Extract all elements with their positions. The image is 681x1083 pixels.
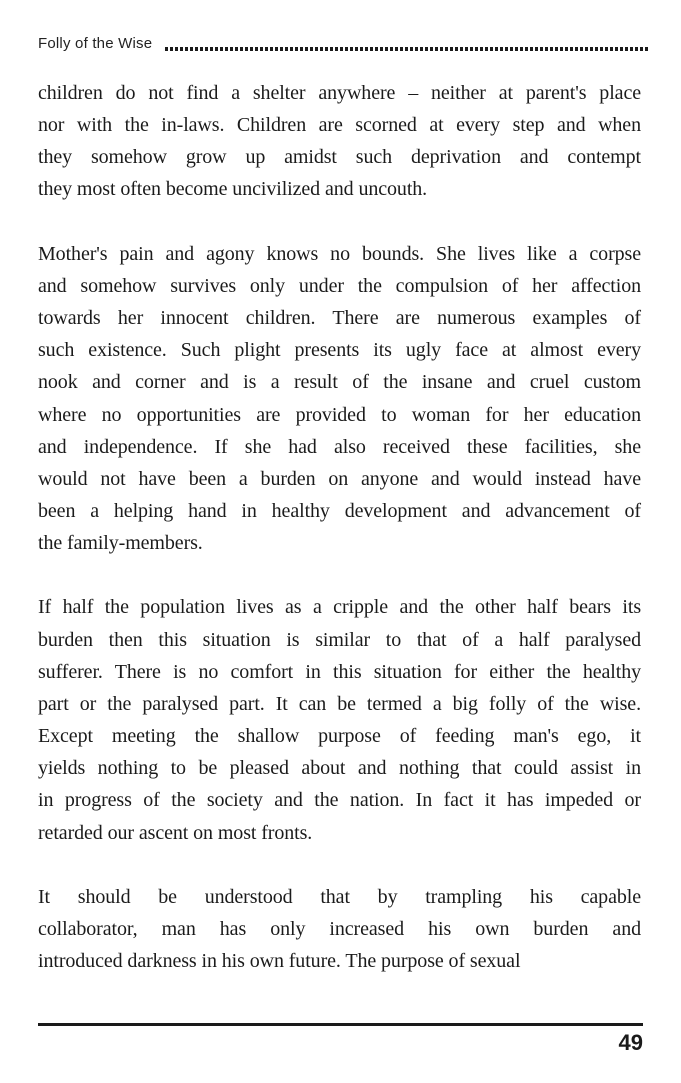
text-line: and somehow survives only under the compulsion of her affection xyxy=(38,274,641,297)
text-line: where no opportunities are provided to woman for her education xyxy=(38,403,641,426)
text-line: part or the paralysed part. It can be termed a big folly of the wise. xyxy=(38,692,641,715)
text-line: collaborator, man has only increased his own burden and xyxy=(38,918,641,941)
text-line: and independence. If she had also received these facilities, she xyxy=(38,435,641,458)
paragraph xyxy=(38,238,641,560)
page-header xyxy=(38,36,650,52)
paragraph xyxy=(38,591,641,848)
text-line: It should be understood that by trampling his capable xyxy=(38,885,641,908)
text-line: Mother's pain and agony knows no bounds. She lives like a corpse xyxy=(38,242,641,265)
text-line: nor with the in-laws. Children are scorned at every step and when xyxy=(38,114,641,137)
footer-rule xyxy=(38,1023,643,1026)
text-line: burden then this situation is similar to that of a half paralysed xyxy=(38,628,641,651)
text-line: would not have been a burden on anyone and would instead have xyxy=(38,467,641,490)
text-line: the family-members. xyxy=(38,532,203,555)
text-line: If half the population lives as a cripple and the other half bears its xyxy=(38,596,641,619)
paragraph xyxy=(38,77,641,206)
text-line: in progress of the society and the nation. In fact it has impeded or xyxy=(38,789,641,812)
text-line: been a helping hand in healthy development and advancement of xyxy=(38,500,641,523)
body-text xyxy=(38,77,641,977)
text-line: yields nothing to be pleased about and nothing that could assist in xyxy=(38,757,641,780)
text-line: introduced darkness in his own future. The purpose of sexual xyxy=(38,950,521,973)
text-line: they most often become uncivilized and uncouth. xyxy=(38,178,428,201)
text-line: Except meeting the shallow purpose of feeding man's ego, it xyxy=(38,725,641,748)
text-line: retarded our ascent on most fronts. xyxy=(38,821,313,844)
text-line: such existence. Such plight presents its ugly face at almost every xyxy=(38,339,641,362)
dotted-leader-line xyxy=(165,47,650,51)
text-line: sufferer. There is no comfort in this situation for either the healthy xyxy=(38,660,641,683)
running-head-title: Folly of the Wise xyxy=(38,35,153,52)
text-line: children do not find a shelter anywhere – neither at parent's place xyxy=(38,82,641,104)
text-line: towards her innocent children. There are numerous examples of xyxy=(38,307,641,330)
paragraph xyxy=(38,881,641,977)
page-number: 49 xyxy=(618,1030,643,1055)
text-line: they somehow grow up amidst such deprivation and contempt xyxy=(38,146,641,169)
text-line: nook and corner and is a result of the insane and cruel custom xyxy=(38,371,641,394)
